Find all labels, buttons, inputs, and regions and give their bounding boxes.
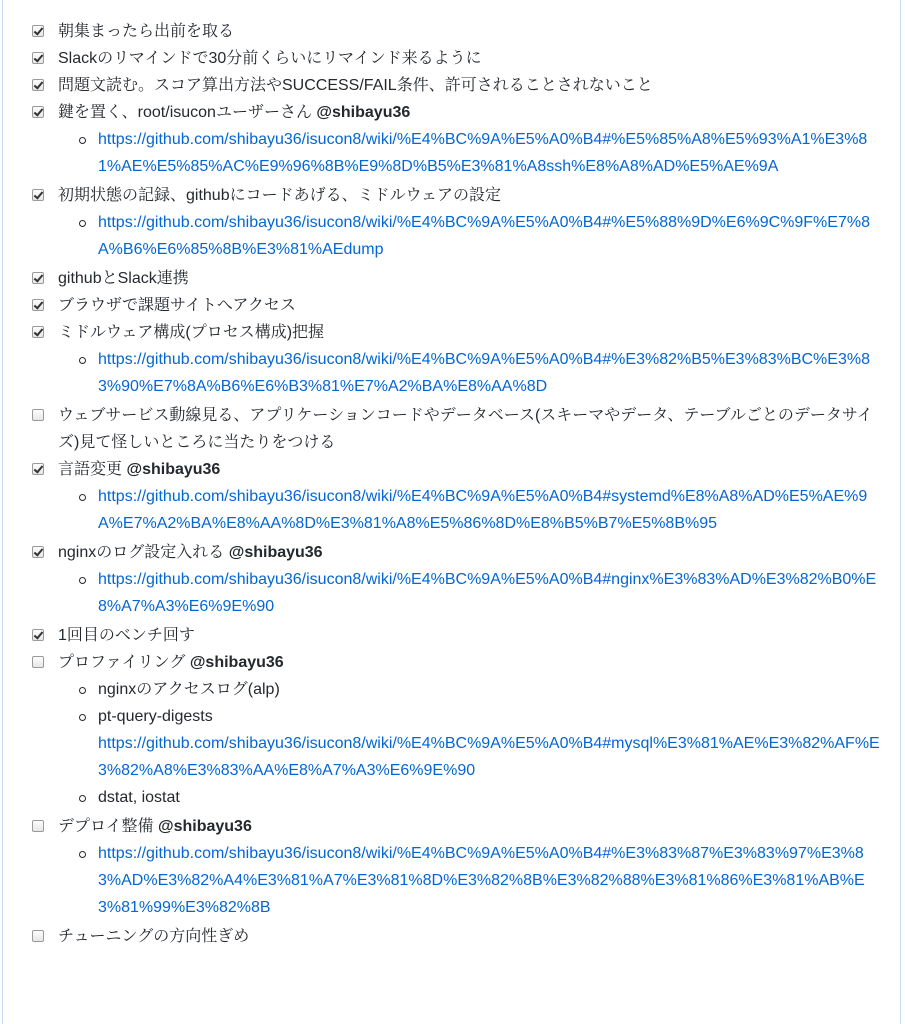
sub-list — [58, 483, 881, 537]
sub-item — [58, 346, 881, 400]
sub-list — [58, 676, 881, 811]
task-text: プロファイリング — [58, 654, 186, 671]
task-text: デプロイ整備 — [58, 818, 154, 835]
sub-item — [58, 483, 881, 537]
task-item — [31, 18, 881, 45]
checkbox-checked-icon[interactable] — [32, 25, 44, 37]
wiki-link[interactable]: https://github.com/shibayu36/isucon8/wiki/%E4%BC%9A%E5%A0%B4#systemd%E8%A8%AD%E5%AE%9A%E7%A2%BA%E8%AA%8D%E3%81%A8%E5%86%8D%E8%B5%B7%E5%8B%95 — [98, 488, 868, 532]
task-text: 1回目のベンチ回す — [58, 627, 195, 644]
bullet-icon — [79, 577, 86, 584]
checkbox-checked-icon[interactable] — [32, 79, 44, 91]
task-text: nginxのログ設定入れる — [58, 544, 225, 561]
checkbox-checked-icon[interactable] — [32, 106, 44, 118]
checkbox-unchecked-icon[interactable] — [32, 930, 44, 942]
task-item — [31, 45, 881, 72]
user-mention[interactable]: @shibayu36 — [228, 544, 323, 561]
task-item — [31, 182, 881, 263]
task-item — [31, 923, 881, 950]
sub-item — [58, 209, 881, 263]
sub-list — [58, 346, 881, 400]
task-item — [31, 649, 881, 811]
task-text: 言語変更 — [58, 461, 123, 478]
task-item — [31, 72, 881, 99]
wiki-link[interactable]: https://github.com/shibayu36/isucon8/wiki/%E4%BC%9A%E5%A0%B4#mysql%E3%81%AE%E3%82%AF%E3%82%A8%E3%83%AA%E8%A7%A3%E6%9E%90 — [98, 735, 880, 779]
user-mention[interactable]: @shibayu36 — [157, 818, 252, 835]
sub-item — [58, 126, 881, 180]
task-text: 鍵を置く、root/isuconユーザーさん — [58, 104, 312, 121]
task-item — [31, 539, 881, 620]
wiki-link[interactable]: https://github.com/shibayu36/isucon8/wiki/%E4%BC%9A%E5%A0%B4#nginx%E3%83%AD%E3%82%B0%E8%A7%A3%E6%9E%90 — [98, 571, 877, 615]
task-list-container — [2, 0, 901, 1024]
bullet-icon — [79, 795, 86, 802]
checkbox-checked-icon[interactable] — [32, 326, 44, 338]
user-mention[interactable]: @shibayu36 — [316, 104, 411, 121]
sub-list — [58, 209, 881, 263]
user-mention[interactable]: @shibayu36 — [126, 461, 221, 478]
sub-item-text: pt-query-digests — [98, 708, 213, 725]
bullet-icon — [79, 137, 86, 144]
task-text: Slackのリマインドで30分前くらいにリマインド来るように — [58, 50, 482, 67]
task-item — [31, 319, 881, 400]
sub-item — [58, 566, 881, 620]
wiki-link[interactable]: https://github.com/shibayu36/isucon8/wiki/%E4%BC%9A%E5%A0%B4#%E3%83%87%E3%83%97%E3%83%AD%E3%82%A4%E3%81%A7%E3%81%8D%E3%82%8B%E3%82%88%E3%81%86%E3%81%AB%E3%81%99%E3%82%8B — [98, 845, 865, 916]
task-text: 初期状態の記録、githubにコードあげる、ミドルウェアの設定 — [58, 187, 501, 204]
checkbox-unchecked-icon[interactable] — [32, 820, 44, 832]
bullet-icon — [79, 851, 86, 858]
task-text: 問題文読む。スコア算出方法やSUCCESS/FAIL条件、許可されることされないこと — [58, 77, 653, 94]
task-list — [31, 18, 881, 950]
task-text: 朝集まったら出前を取る — [58, 23, 235, 40]
task-text: ブラウザで課題サイトへアクセス — [58, 297, 296, 314]
bullet-icon — [79, 687, 86, 694]
sub-item — [58, 784, 881, 811]
checkbox-checked-icon[interactable] — [32, 546, 44, 558]
checkbox-checked-icon[interactable] — [32, 189, 44, 201]
task-item — [31, 456, 881, 537]
sub-list — [58, 566, 881, 620]
bullet-icon — [79, 714, 86, 721]
sub-item — [58, 676, 881, 703]
task-item — [31, 622, 881, 649]
task-item — [31, 99, 881, 180]
task-text: ミドルウェア構成(プロセス構成)把握 — [58, 324, 325, 341]
checkbox-unchecked-icon[interactable] — [32, 656, 44, 668]
sub-item — [58, 703, 881, 784]
task-item — [31, 402, 881, 456]
checkbox-checked-icon[interactable] — [32, 629, 44, 641]
sub-item — [58, 840, 881, 921]
wiki-link[interactable]: https://github.com/shibayu36/isucon8/wiki/%E4%BC%9A%E5%A0%B4#%E3%82%B5%E3%83%BC%E3%83%90%E7%8A%B6%E6%B3%81%E7%A2%BA%E8%AA%8D — [98, 351, 870, 395]
user-mention[interactable]: @shibayu36 — [189, 654, 284, 671]
checkbox-unchecked-icon[interactable] — [32, 409, 44, 421]
checkbox-checked-icon[interactable] — [32, 299, 44, 311]
sub-item-text: nginxのアクセスログ(alp) — [98, 681, 280, 698]
bullet-icon — [79, 357, 86, 364]
bullet-icon — [79, 494, 86, 501]
task-text: githubとSlack連携 — [58, 270, 189, 287]
task-item — [31, 292, 881, 319]
checkbox-checked-icon[interactable] — [32, 52, 44, 64]
task-item — [31, 265, 881, 292]
sub-list — [58, 840, 881, 921]
task-text: ウェブサービス動線見る、アプリケーションコードやデータベース(スキーマやデータ、テーブルごとのデータサイズ)見て怪しいところに当たりをつける — [58, 407, 873, 451]
checkbox-checked-icon[interactable] — [32, 272, 44, 284]
task-text: チューニングの方向性ぎめ — [58, 928, 250, 945]
wiki-link[interactable]: https://github.com/shibayu36/isucon8/wiki/%E4%BC%9A%E5%A0%B4#%E5%88%9D%E6%9C%9F%E7%8A%B6%E6%85%8B%E3%81%AEdump — [98, 214, 870, 258]
checkbox-checked-icon[interactable] — [32, 463, 44, 475]
wiki-link[interactable]: https://github.com/shibayu36/isucon8/wiki/%E4%BC%9A%E5%A0%B4#%E5%85%A8%E5%93%A1%E3%81%AE%E5%85%AC%E9%96%8B%E9%8D%B5%E3%81%A8ssh%E8%A8%AD%E5%AE%9A — [98, 131, 868, 175]
sub-item-text: dstat, iostat — [98, 789, 180, 806]
task-item — [31, 813, 881, 921]
sub-list — [58, 126, 881, 180]
bullet-icon — [79, 220, 86, 227]
